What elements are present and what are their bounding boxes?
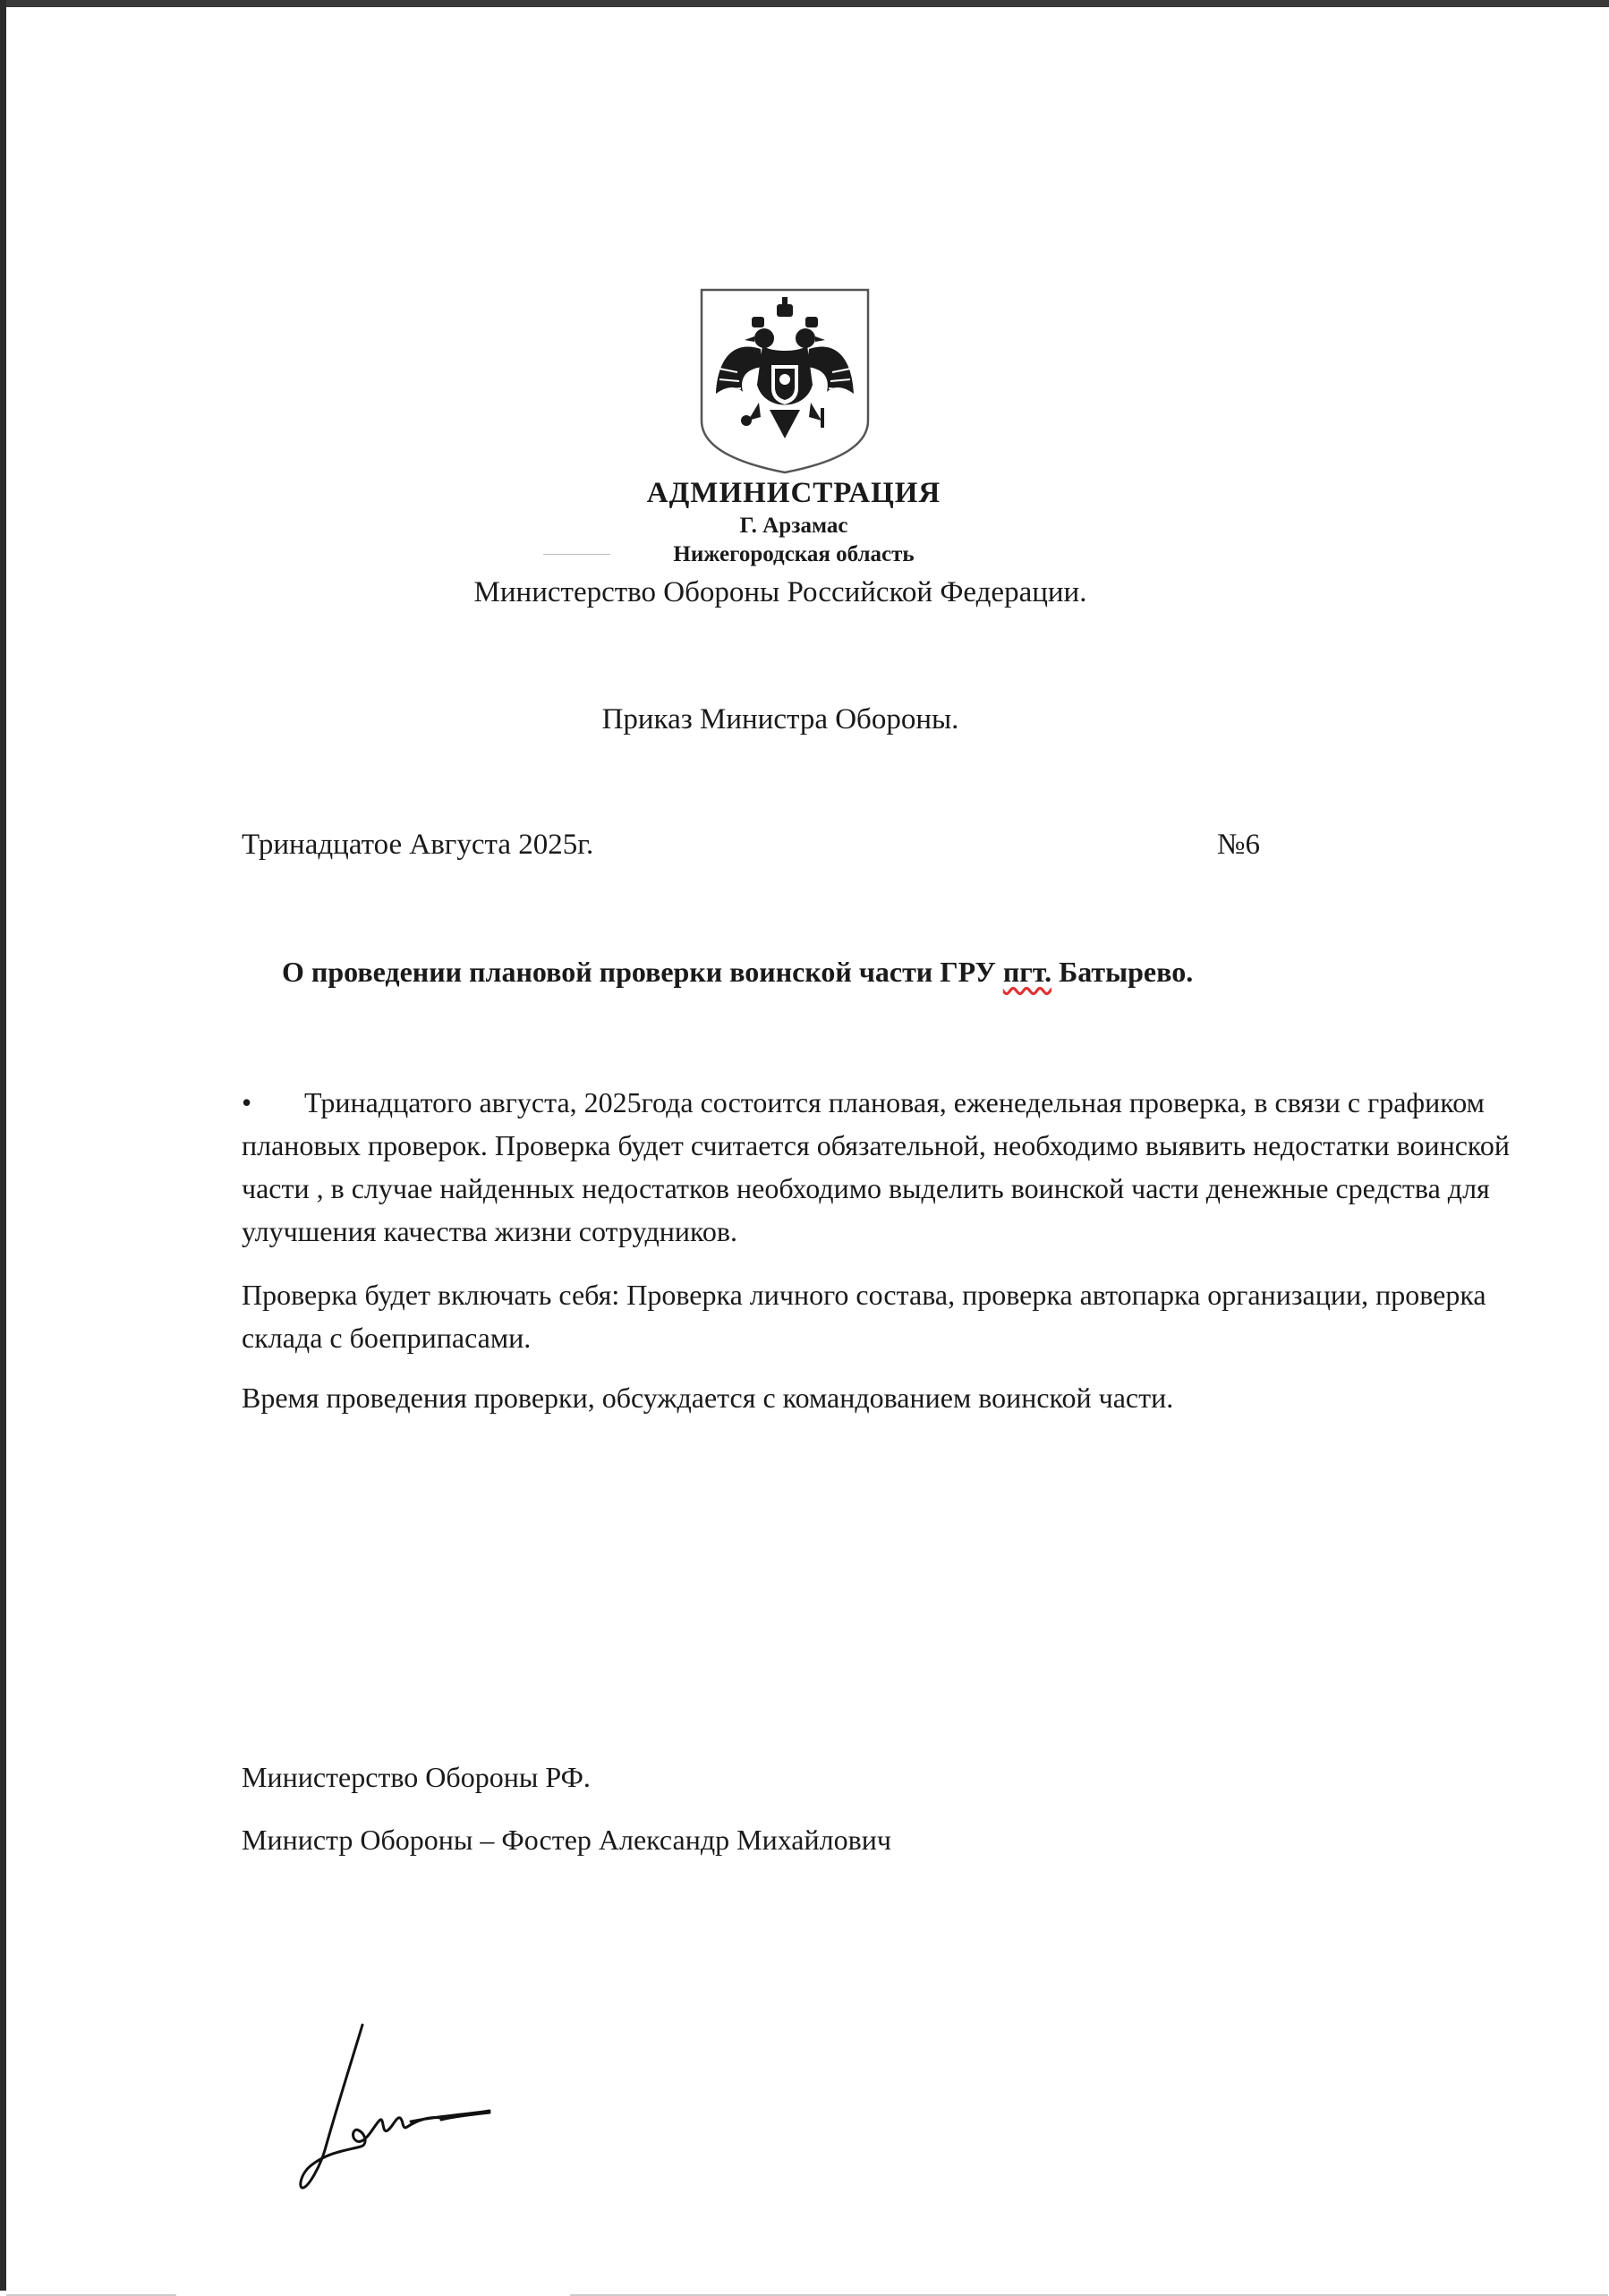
bullet-marker: •: [242, 1086, 252, 1118]
subject-text-start: О проведении плановой проверки воинской части ГРУ: [282, 956, 1003, 988]
signature-person: Министр Обороны – Фостер Александр Михайлович: [242, 1824, 891, 1856]
order-subject: [282, 956, 1193, 989]
paragraph-1: [242, 1081, 1530, 1253]
org-title: АДМИНИСТРАЦИЯ: [646, 477, 941, 509]
top-frame-edge: [0, 0, 1609, 7]
org-city: Г. Арзамас: [739, 514, 848, 538]
org-region: Нижегородская область: [673, 542, 915, 566]
paragraph-3: Время проведения проверки, обсуждается с командованием воинской части.: [242, 1382, 1174, 1414]
subject-text-end: Батырево.: [1051, 956, 1194, 988]
handwritten-signature-icon: [266, 2016, 498, 2195]
document-page: [6, 7, 1609, 2291]
left-frame-edge: [0, 0, 6, 2291]
russian-coat-of-arms-icon: [698, 286, 872, 476]
paragraph-1-text: Тринадцатого августа, 2025года состоится плановая, еженедельная проверка, в связи с графиком плановых проверок. Проверка будет считается обязательной, необходимо выявить недостатки воинской части , в случае найденных недостатков необходимо выделить воинской части денежные средства для улучшения качества жизни сотрудников.: [242, 1086, 1510, 1247]
spellcheck-marked-word: пгт.: [1002, 956, 1052, 988]
signature-org: Министерство Обороны РФ.: [242, 1761, 591, 1793]
ministry-name: Министерство Обороны Российской Федерации.: [473, 576, 1087, 608]
order-number: №6: [1217, 829, 1260, 861]
order-date: Тринадцатое Августа 2025г.: [242, 829, 594, 861]
paragraph-2: Проверка будет включать себя: Проверка личного состава, проверка автопарка организации, проверка склада с боеприпасами.: [242, 1279, 1486, 1354]
order-title: Приказ Министра Обороны.: [601, 703, 959, 736]
